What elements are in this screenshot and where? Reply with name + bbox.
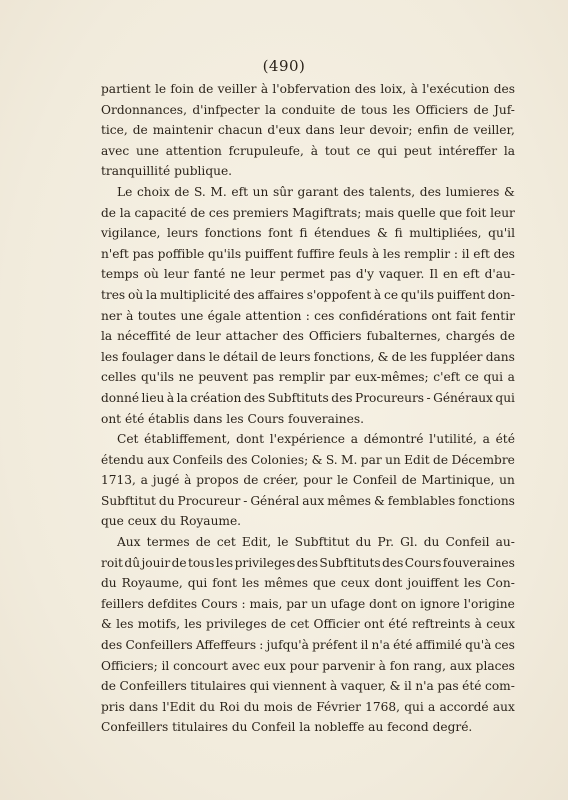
body-text — [101, 79, 515, 738]
text-line: ont été établis dans les Cours fouveraines. — [101, 411, 364, 426]
text-line: tice, de maintenir chacun d'eux dans leur devoir; enfin de veiller, — [101, 123, 515, 138]
text-line: roit dû jouir de tous les privileges des Subftituts des Cours fouveraines — [101, 555, 515, 570]
text-line: tranquillité publique. — [101, 164, 233, 179]
text-line: avec une attention fcrupuleufe, à tout ce qui peut intéreffer la — [101, 143, 515, 158]
text-line: vigilance, leurs fonctions font fi étendues & fi multipliées, qu'il — [101, 226, 515, 241]
text-line: les foulager dans le détail de leurs fonctions, & de les fuppléer dans — [101, 349, 515, 364]
text-line: de Confeillers titulaires qui viennent à vaquer, & il n'a pas été com- — [101, 679, 515, 694]
text-line: du Royaume, qui font les mêmes que ceux dont jouiffent les Con- — [101, 576, 515, 591]
text-line: Officiers; il concourt avec eux pour parvenir à fon rang, aux places — [101, 658, 515, 673]
text-line: celles qu'ils ne peuvent pas remplir par eux-mêmes; c'eft ce qui a — [101, 370, 515, 385]
text-line: n'eft pas poffible qu'ils puiffent fuffire feuls à les remplir : il eft des — [101, 246, 515, 261]
text-line: Ordonnances, d'infpecter la conduite de tous les Officiers de Juf- — [101, 102, 515, 117]
paragraph — [101, 79, 515, 182]
text-line: & les motifs, les privileges de cet Officier ont été reftreints à ceux — [101, 617, 515, 632]
text-line: Aux termes de cet Edit, le Subftitut du Pr. Gl. du Confeil au- — [117, 535, 515, 550]
text-line: temps où leur fanté ne leur permet pas d'y vaquer. Il en eft d'au- — [101, 267, 515, 282]
text-line: 1713, a jugé à propos de créer, pour le Confeil de Martinique, un — [101, 473, 515, 488]
page-number: (490) — [262, 57, 306, 75]
text-line: feillers defdites Cours : mais, par un ufage dont on ignore l'origine — [101, 596, 515, 611]
paragraph — [101, 532, 515, 738]
paragraph — [101, 182, 515, 429]
text-line: Subftitut du Procureur - Général aux mêmes & femblables fonctions — [101, 493, 515, 508]
text-line: partient le foin de veiller à l'obfervation des loix, à l'exécution des — [101, 82, 515, 96]
paragraph — [101, 429, 515, 532]
text-line: ner à toutes une égale attention : ces confidérations ont fait fentir — [101, 308, 515, 323]
text-line: étendu aux Confeils des Colonies; & S. M. par un Edit de Décembre — [101, 452, 515, 467]
text-line: des Confeillers Affeffeurs : jufqu'à préfent il n'a été affimilé qu'à ces — [101, 638, 515, 653]
text-line: Le choix de S. M. eft un sûr garant des talents, des lumieres & — [117, 184, 515, 199]
text-line: la néceffité de leur attacher des Officiers fubalternes, chargés de — [101, 329, 515, 344]
text-line: Cet établiffement, dont l'expérience a démontré l'utilité, a été — [117, 432, 515, 447]
text-line: que ceux du Royaume. — [101, 514, 242, 529]
text-line: Confeillers titulaires du Confeil la nobleffe au fecond degré. — [101, 720, 473, 735]
text-line: tres où la multiplicité des affaires s'oppofent à ce qu'ils puiffent don- — [101, 287, 515, 302]
text-line: donné lieu à la création des Subftituts des Procureurs - Généraux qui — [101, 390, 515, 405]
text-line: de la capacité de ces premiers Magiftrats; mais quelle que foit leur — [101, 205, 515, 220]
text-line: pris dans l'Edit du Roi du mois de Février 1768, qui a accordé aux — [101, 699, 515, 714]
